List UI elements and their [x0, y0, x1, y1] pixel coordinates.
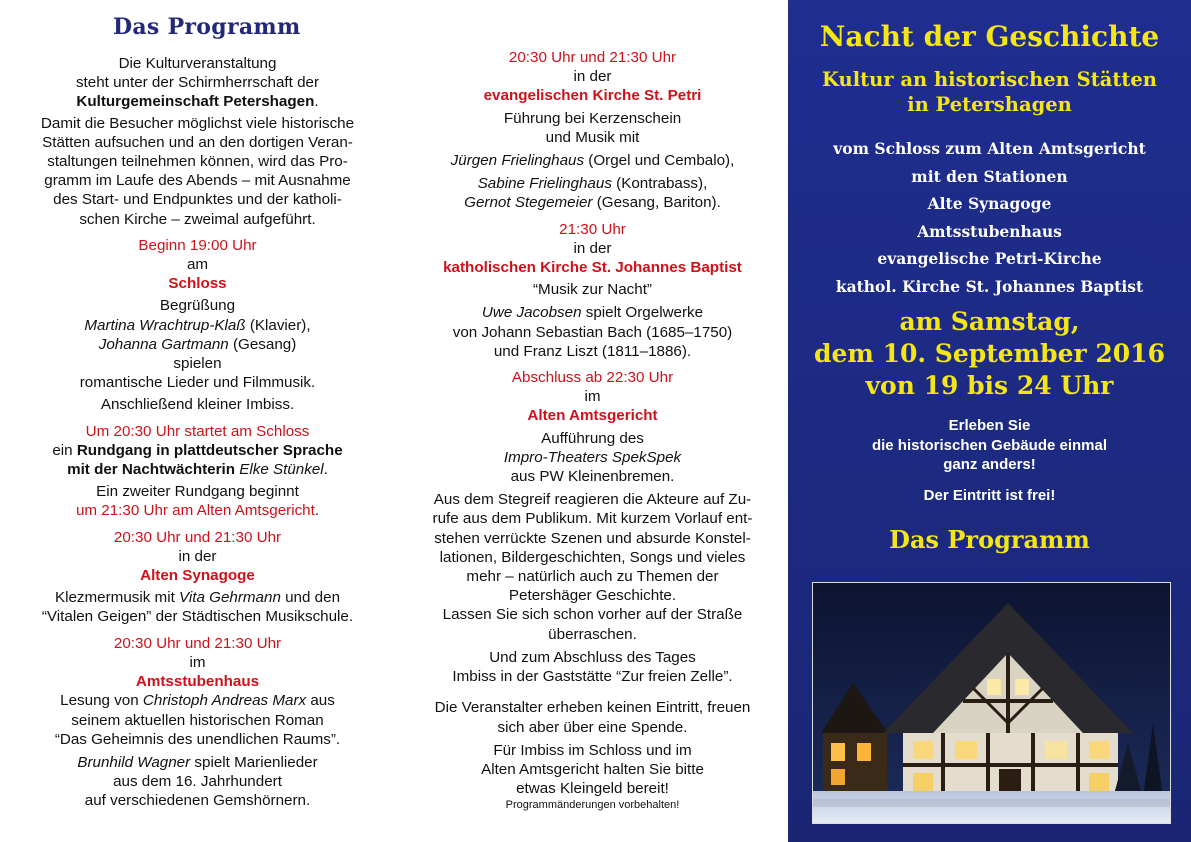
station-item: mit den Stationen — [911, 166, 1068, 186]
para-line: überraschen. — [548, 625, 637, 643]
para-line: Damit die Besucher möglichst viele historische — [40, 114, 355, 132]
station-item: kathol. Kirche St. Johannes Baptist — [835, 276, 1144, 296]
detail-line: Anschließend kleiner Imbiss. — [100, 396, 295, 414]
station-item: vom Schloss zum Alten Amtsgericht — [833, 139, 1146, 158]
tour-title: mit der Nachtwächterin — [67, 461, 240, 479]
detail-line: “Musik zur Nacht” — [533, 281, 652, 299]
detail-line: Alten Amtsgericht halten Sie bitte — [481, 760, 704, 778]
event-preposition: in der — [573, 68, 612, 86]
event-petri-details — [409, 109, 776, 213]
para-line: gramm im Laufe des Abends – mit Ausnahme — [44, 172, 351, 190]
event-preposition: am — [186, 256, 209, 274]
intro-paragraph — [18, 114, 377, 229]
detail-line: und Franz Liszt (1811–1886). — [493, 342, 692, 360]
detail-line: etwas Kleingeld bereit! — [516, 780, 669, 798]
event-johannes — [409, 220, 776, 278]
event-preposition: im — [189, 653, 206, 671]
detail-line: und Musik mit — [545, 128, 640, 146]
performer-role: (Orgel und Cembalo), — [584, 152, 735, 170]
punct: . — [314, 93, 319, 111]
detail-line: Aufführung des — [541, 429, 644, 447]
para-line: Stätten aufsuchen und an den dortigen Veran- — [42, 133, 353, 151]
stations-list — [788, 135, 1191, 300]
para-line: staltungen teilnehmen können, wird das Pro- — [47, 153, 348, 171]
event-time: Beginn 19:00 Uhr — [138, 236, 257, 254]
event-amtsgericht — [409, 368, 776, 426]
experience-line: die historischen Gebäude einmal — [871, 436, 1108, 454]
event-place: evangelischen Kirche St. Petri — [483, 87, 702, 105]
performer-name: Vita Gehrmann — [179, 589, 281, 607]
event-place: Alten Synagoge — [140, 567, 255, 585]
event-preposition: in der — [573, 239, 612, 257]
performer-role: (Klavier), — [245, 316, 311, 334]
intro — [18, 54, 377, 112]
subtitle-line: in Petershagen — [907, 93, 1072, 116]
detail-text: ein — [52, 441, 77, 459]
performer-name: Johanna Gartmann — [98, 335, 229, 353]
program-title: Das Programm — [113, 14, 301, 40]
event-tour — [18, 422, 377, 480]
date-line: am Samstag, — [899, 307, 1080, 336]
experience-line: Erleben Sie — [948, 417, 1031, 434]
experience-line: ganz anders! — [943, 456, 1036, 473]
detail-text: Klezmermusik mit — [54, 589, 180, 607]
para-line: rufe aus dem Publikum. Mit kurzem Vorlauf ent- — [432, 510, 753, 528]
tour-title: Rundgang in plattdeutscher Sprache — [76, 441, 343, 459]
event-time: Abschluss ab 22:30 Uhr — [511, 369, 674, 387]
event-schloss-details — [18, 296, 377, 414]
event-preposition: im — [584, 388, 601, 406]
event-place: Schloss — [168, 275, 227, 293]
para-line: lationen, Bildergeschichten, Songs und vieles — [439, 548, 746, 566]
event-time: Um 20:30 Uhr startet am Schloss — [85, 422, 310, 440]
event-synagoge — [18, 528, 377, 586]
event-petri — [409, 48, 776, 106]
cover-subtitle — [788, 67, 1191, 117]
detail-line: auf verschiedenen Gemshörnern. — [84, 792, 311, 810]
cash-note — [409, 741, 776, 799]
detail-text: spielt Marienlieder — [190, 753, 318, 771]
cover-program-heading: Das Programm — [889, 525, 1090, 554]
event-place: Amtsstubenhaus — [135, 673, 260, 691]
event-time: 20:30 Uhr und 21:30 Uhr — [113, 528, 282, 546]
station-item: evangelische Petri-Kirche — [877, 249, 1102, 268]
detail-line: Begrüßung — [159, 297, 236, 315]
intro-line-2: steht unter der Schirmherrschaft der — [75, 74, 320, 92]
para-line: Lassen Sie sich schon vorher auf der Straße — [442, 606, 743, 624]
cover-title: Nacht der Geschichte — [819, 20, 1160, 53]
performer-name: Gernot Stegemeier — [464, 194, 593, 212]
event-time: 21:30 Uhr — [559, 220, 626, 238]
date-line: dem 10. September 2016 — [814, 339, 1165, 368]
event-schloss — [18, 236, 377, 294]
event-time: 20:30 Uhr und 21:30 Uhr — [508, 49, 677, 66]
para-line: mehr – natürlich auch zu Themen der — [466, 568, 719, 586]
para-line: Aus dem Stegreif reagieren die Akteure auf Zu- — [433, 491, 752, 509]
patron-name: Kulturgemeinschaft Petershagen — [76, 93, 315, 111]
free-entry: Der Eintritt ist frei! — [923, 486, 1056, 504]
middle-column — [395, 0, 788, 842]
changes-note: Programmänderungen vorbehalten! — [505, 799, 680, 812]
event-place: katholischen Kirche St. Johannes Baptist — [443, 259, 742, 277]
detail-line: Für Imbiss im Schloss und im — [493, 741, 692, 759]
performer-name: Sabine Frielinghaus — [477, 175, 612, 193]
donation-note — [409, 698, 776, 736]
detail-text: aus — [306, 692, 335, 710]
detail-text: und den — [280, 589, 341, 607]
detail-line: sich aber über eine Spende. — [497, 718, 688, 736]
impro-paragraph — [409, 490, 776, 644]
event-time: um 21:30 Uhr am Alten Amtsgericht — [75, 502, 315, 520]
event-place: Alten Amtsgericht — [527, 407, 658, 425]
performer-name: Impro-Theaters SpekSpek — [503, 448, 682, 466]
detail-line: Führung bei Kerzenschein — [503, 109, 682, 127]
punct: . — [323, 461, 328, 479]
punct: . — [314, 502, 320, 520]
detail-line: romantische Lieder und Filmmusik. — [79, 374, 316, 392]
event-time: 20:30 Uhr und 21:30 Uhr — [113, 634, 282, 652]
detail-line: Ein zweiter Rundgang beginnt — [96, 483, 299, 501]
half-timbered-house-night-photo — [812, 582, 1171, 824]
left-column — [0, 0, 395, 842]
detail-line: “Das Geheimnis des unendlichen Raums”. — [54, 730, 341, 748]
detail-line: von Johann Sebastian Bach (1685–1750) — [452, 323, 733, 341]
detail-line: Imbiss in der Gaststätte “Zur freien Zelle”. — [452, 668, 733, 686]
event-preposition: in der — [178, 547, 217, 565]
detail-line: aus PW Kleinenbremen. — [510, 468, 675, 486]
station-item: Amtsstubenhaus — [917, 221, 1062, 241]
detail-line: Die Veranstalter erheben keinen Eintritt, freuen — [434, 699, 751, 717]
event-amtsgericht-details — [409, 429, 776, 487]
detail-text: Lesung von — [60, 692, 143, 710]
event-synagoge-details — [18, 588, 377, 626]
para-line: des Start- und Endpunktes und der katholi- — [53, 191, 342, 209]
performer-name: Martina Wrachtrup-Klaß — [84, 316, 246, 334]
detail-line: seinem aktuellen historischen Roman — [71, 711, 324, 729]
performer-role: (Gesang, Bariton). — [592, 194, 721, 212]
event-amtsstubenhaus-details — [18, 691, 377, 810]
detail-line: spielen — [173, 355, 222, 373]
house-illustration — [813, 583, 1170, 823]
performer-role: (Kontrabass), — [611, 175, 708, 193]
closing-imbiss — [409, 648, 776, 686]
event-johannes-details — [409, 280, 776, 361]
performer-name: Elke Stünkel — [239, 461, 324, 479]
performer-name: Uwe Jacobsen — [481, 304, 582, 322]
performer-role: (Gesang) — [228, 335, 297, 353]
experience-text — [788, 416, 1191, 475]
para-line: Petershäger Geschichte. — [508, 587, 677, 605]
detail-line: Und zum Abschluss des Tages — [489, 648, 696, 666]
performer-name: Jürgen Frielinghaus — [450, 152, 585, 170]
detail-line: aus dem 16. Jahrhundert — [113, 773, 282, 791]
subtitle-line: Kultur an historischen Stätten — [822, 68, 1157, 91]
event-date — [788, 306, 1191, 402]
para-line: stehen verrückte Szenen und absurde Konstel- — [434, 529, 751, 547]
event-tour-2 — [18, 482, 377, 520]
para-line: schen Kirche – zweimal aufgeführt. — [79, 210, 316, 228]
performer-name: Brunhild Wagner — [77, 753, 191, 771]
intro-line-1: Die Kulturveranstaltung — [118, 55, 277, 72]
event-amtsstubenhaus — [18, 634, 377, 692]
date-line: von 19 bis 24 Uhr — [865, 371, 1114, 400]
station-item: Alte Synagoge — [927, 194, 1052, 213]
detail-line: “Vitalen Geigen” der Städtischen Musikschule. — [41, 608, 354, 626]
detail-text: spielt Orgelwerke — [581, 304, 704, 322]
performer-name: Christoph Andreas Marx — [142, 692, 307, 710]
